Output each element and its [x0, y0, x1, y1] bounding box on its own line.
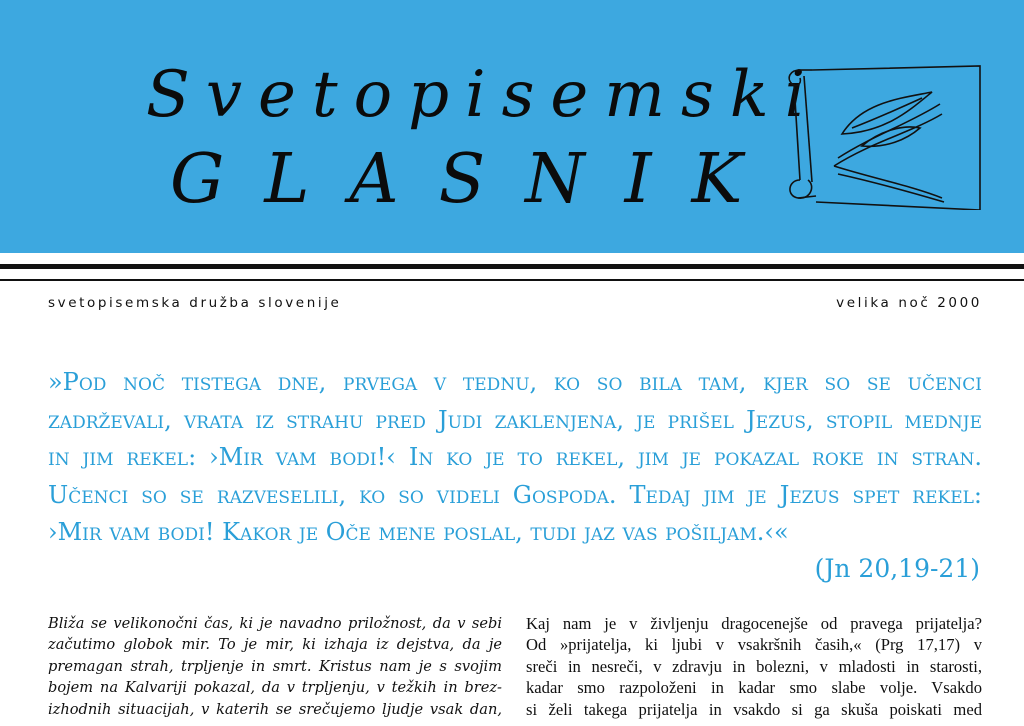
quote-line: »Pod noč tistega dne, prvega v tednu, ko so bila tam, kjer so se učenci [48, 368, 982, 396]
text-line: izhodnih situacijah, v katerih se srečujemo ljudje vsak dan, [48, 700, 502, 718]
header-rule-thin [0, 279, 1024, 281]
quote-citation: (Jn 20,19-21) [814, 554, 980, 583]
article-column-left [48, 613, 502, 720]
quote-line: in jim rekel: ›Mir vam bodi!‹ In ko je to rekel, jim je pokazal roke in stran. [48, 443, 982, 471]
text-line: sreči in nesreči, v zdravju in bolezni, v mladosti in starosti, [526, 656, 982, 676]
edition-label: velika noč 2000 [836, 295, 982, 311]
scripture-quote [48, 364, 982, 552]
article-column-right [526, 613, 982, 720]
text-line: Bliža se velikonočni čas, ki je navadno priložnost, da v sebi [48, 615, 502, 632]
text-line: Od »prijatelja, ki ljubi v vsakršnih časih,« (Prg 17,17) v [526, 635, 982, 655]
publisher-name: svetopisemska družba slovenije [48, 295, 342, 311]
text-line: Kaj nam je v življenju dragocenejše od pravega prijatelja? [526, 614, 982, 633]
text-line: kadar smo razpoloženi in kadar smo slabe volje. Vsakdo [526, 678, 982, 698]
header-rule-thick [0, 264, 1024, 269]
quote-line: zadrževali, vrata iz strahu pred Judi zaklenjena, je prišel Jezus, stopil mednje [48, 405, 982, 434]
quote-line: ›Mir vam bodi! Kakor je Oče mene poslal, tudi jaz vas pošiljam.‹« [48, 518, 789, 546]
text-line: začutimo globok mir. To je mir, ki izhaja iz dejstva, da je [48, 636, 502, 654]
text-line: premagan strah, trpljenje in smrt. Kristus nam je s svojim [48, 657, 502, 675]
text-line: si želi takega prijatelja in vsakdo si ga skuša poiskati med [526, 699, 982, 719]
text-line: bojem na Kalvariji pokazal, da v trpljenju, v težkih in brez- [48, 679, 502, 697]
masthead-title-line2: GLASNIK [170, 140, 783, 219]
scroll-book-logo-icon [782, 62, 984, 210]
quote-line: Učenci so se razveselili, ko so videli Gospoda. Tedaj jim je Jezus spet rekel: [48, 480, 982, 509]
header-banner [0, 0, 1024, 253]
masthead-title-line1: Svetopisemski [146, 58, 822, 132]
